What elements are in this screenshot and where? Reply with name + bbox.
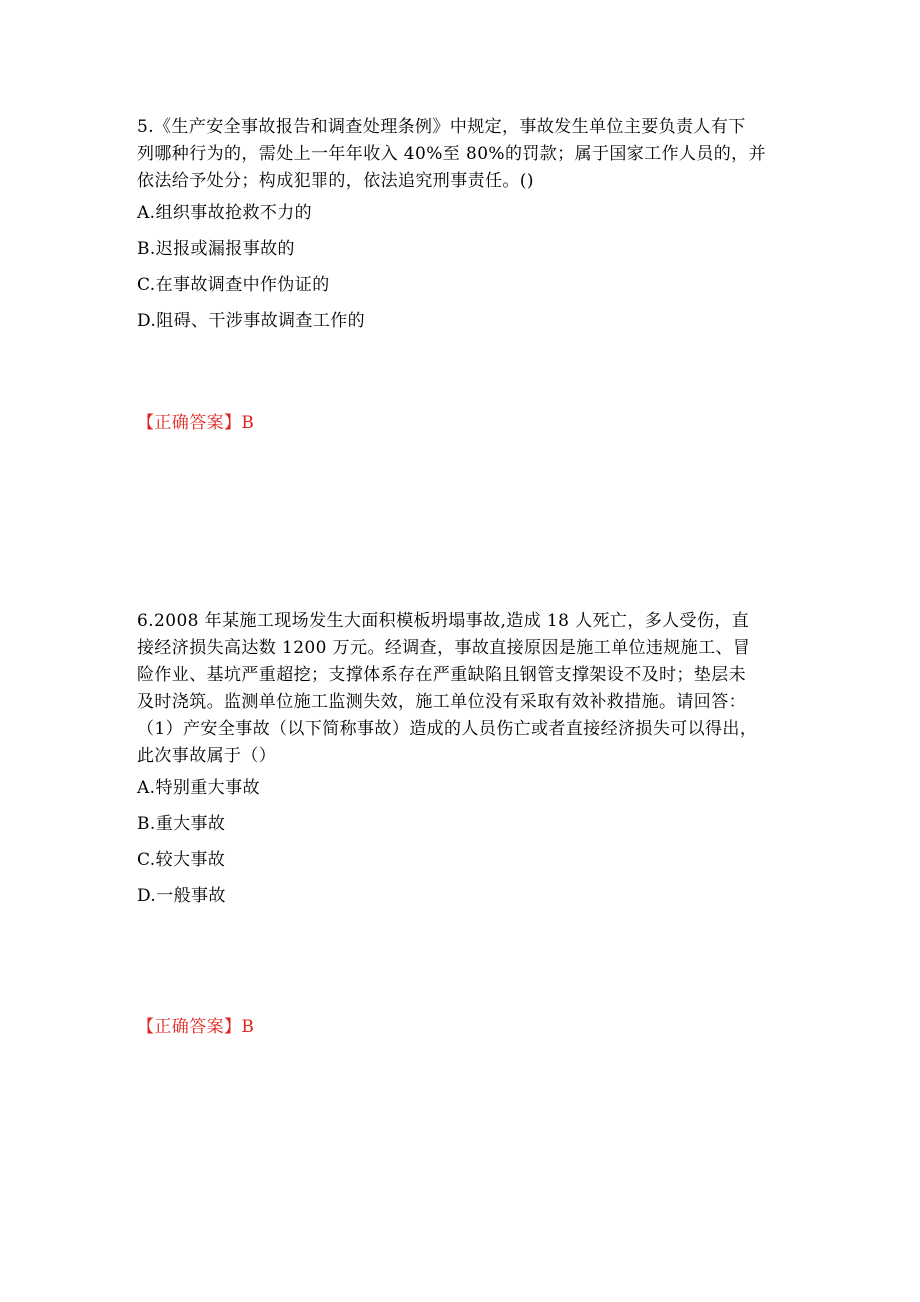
question-6-option-c: C.较大事故	[137, 850, 226, 870]
question-5-stem-line-1: 5.《生产安全事故报告和调查处理条例》中规定，事故发生单位主要负责人有下	[137, 117, 746, 137]
question-5-stem	[137, 114, 787, 195]
question-5-options	[137, 195, 787, 339]
question-6-option-b: B.重大事故	[137, 814, 226, 834]
question-6	[137, 608, 787, 914]
question-5-option-c: C.在事故调查中作伪证的	[137, 275, 330, 295]
question-6-stem-line-6: 此次事故属于（）	[137, 746, 277, 766]
question-6-stem-line-3: 险作业、基坑严重超挖；支撑体系存在严重缺陷且钢管支撑架设不及时；垫层未	[137, 665, 746, 685]
question-6-stem	[137, 608, 787, 770]
question-5-option-d: D.阻碍、干涉事故调查工作的	[137, 311, 366, 331]
question-6-stem-line-2: 接经济损失高达数 1200 万元。经调查，事故直接原因是施工单位违规施工、冒	[137, 638, 751, 658]
question-6-stem-line-5: （1）产安全事故（以下简称事故）造成的人员伤亡或者直接经济损失可以得出，	[137, 719, 758, 739]
question-6-stem-line-1: 6.2008 年某施工现场发生大面积模板坍塌事故,造成 18 人死亡，多人受伤，直	[137, 611, 750, 631]
question-5-stem-line-3: 依法给予处分；构成犯罪的，依法追究刑事责任。()	[137, 171, 534, 191]
question-6-stem-line-4: 及时浇筑。监测单位施工监测失效，施工单位没有采取有效补救措施。请回答：	[137, 692, 746, 712]
question-5-option-a: A.组织事故抢救不力的	[137, 203, 313, 223]
question-6-option-a: A.特别重大事故	[137, 778, 260, 798]
question-5-stem-line-2: 列哪种行为的，需处上一年年收入 40%至 80%的罚款；属于国家工作人员的，并	[137, 144, 766, 164]
question-6-options	[137, 770, 787, 914]
question-5-answer: 【正确答案】B	[137, 413, 255, 433]
question-6-answer: 【正确答案】B	[137, 1017, 255, 1037]
question-6-option-d: D.一般事故	[137, 886, 226, 906]
question-5-option-b: B.迟报或漏报事故的	[137, 239, 295, 259]
question-5	[137, 114, 787, 339]
